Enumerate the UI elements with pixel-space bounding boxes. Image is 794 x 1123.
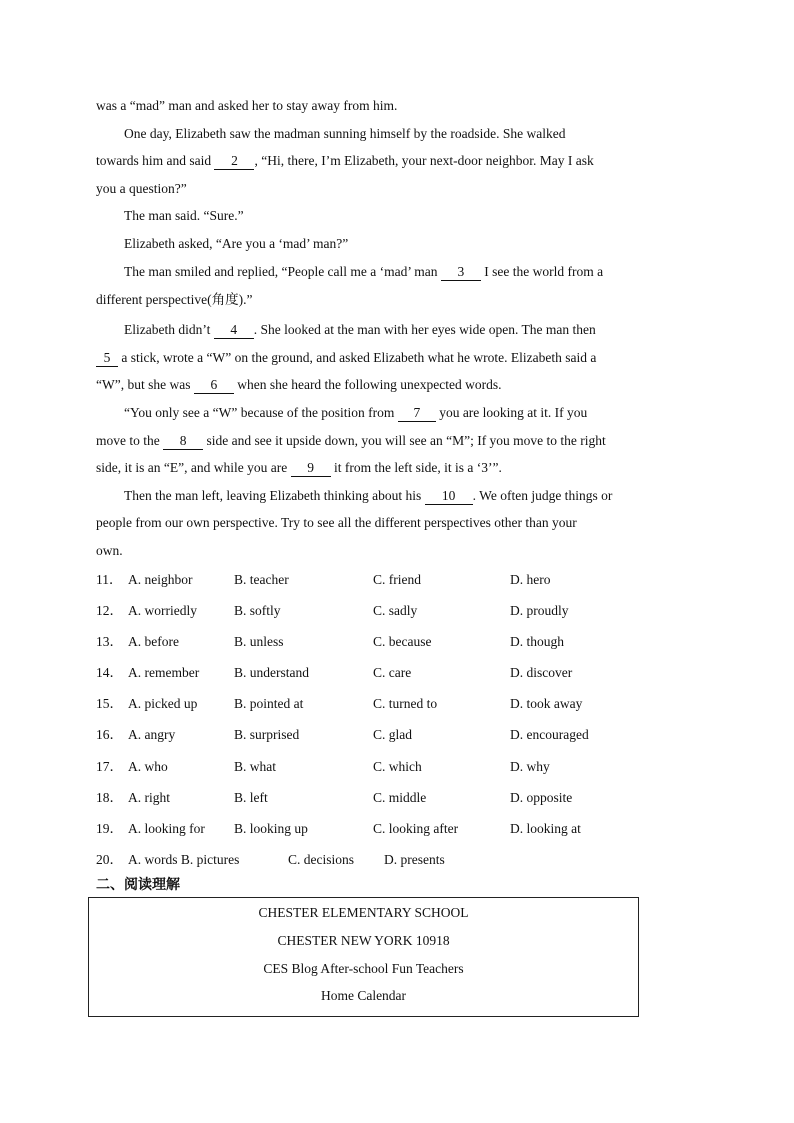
option-a: A. neighbor bbox=[128, 572, 193, 587]
question-number: 17． bbox=[96, 759, 123, 774]
option-a: A. right bbox=[128, 790, 170, 805]
text-run: “You only see a “W” because of the position from bbox=[124, 405, 398, 420]
school-name: CHESTER ELEMENTARY SCHOOL bbox=[258, 905, 469, 920]
question-number: 19． bbox=[96, 821, 123, 836]
option-c: C. which bbox=[373, 759, 422, 774]
text-run: move to the bbox=[96, 433, 164, 448]
question-number: 11． bbox=[96, 572, 123, 587]
option-c: C. decisions bbox=[288, 852, 354, 867]
option-ab: A. words B. pictures bbox=[128, 852, 240, 867]
option-b: B. what bbox=[234, 759, 276, 774]
passage-line-16: people from our own perspective. Try to see all the different perspectives other than your bbox=[96, 515, 577, 530]
option-b: B. unless bbox=[234, 634, 284, 649]
option-c: C. care bbox=[373, 665, 412, 680]
blank-7: 7 bbox=[398, 405, 436, 422]
text-run: a stick, wrote a “W” on the ground, and asked Elizabeth what he wrote. Elizabeth said a bbox=[118, 350, 597, 365]
question-number: 15． bbox=[96, 696, 123, 711]
option-b: B. teacher bbox=[234, 572, 289, 587]
option-d: D. presents bbox=[384, 852, 445, 867]
option-c: C. turned to bbox=[373, 696, 438, 711]
option-b: B. pointed at bbox=[234, 696, 304, 711]
passage-line-5: The man said. “Sure.” bbox=[124, 208, 244, 223]
text-run: I see the world from a bbox=[480, 264, 604, 279]
text-run: . We often judge things or bbox=[472, 488, 613, 503]
section-heading: 二、阅读理解 bbox=[96, 877, 180, 893]
option-a: A. looking for bbox=[128, 821, 205, 836]
option-c: C. because bbox=[373, 634, 432, 649]
blank-8: 8 bbox=[163, 433, 203, 450]
passage-line-2: One day, Elizabeth saw the madman sunning himself by the roadside. She walked bbox=[124, 126, 566, 141]
option-d: D. why bbox=[510, 759, 550, 774]
option-b: B. left bbox=[234, 790, 268, 805]
option-d: D. opposite bbox=[510, 790, 573, 805]
question-number: 20． bbox=[96, 852, 123, 867]
option-a: A. before bbox=[128, 634, 179, 649]
text-run: , “Hi, there, I’m Elizabeth, your next-door neighbor. May I ask bbox=[254, 153, 594, 168]
passage-line-4: you a question?” bbox=[96, 181, 187, 196]
question-number: 14． bbox=[96, 665, 123, 680]
text-run: towards him and said bbox=[96, 153, 215, 168]
text-run: Then the man left, leaving Elizabeth thinking about his bbox=[124, 488, 425, 503]
blank-9: 9 bbox=[291, 460, 331, 477]
option-d: D. took away bbox=[510, 696, 583, 711]
passage-line-6: Elizabeth asked, “Are you a ‘mad’ man?” bbox=[124, 236, 349, 251]
text-run: you are looking at it. If you bbox=[435, 405, 588, 420]
question-number: 12． bbox=[96, 603, 123, 618]
school-header-box bbox=[88, 897, 639, 1017]
question-number: 16． bbox=[96, 727, 123, 742]
text-run: side and see it upside down, you will see an “M”; If you move to the right bbox=[203, 433, 606, 448]
text-run: side, it is an “E”, and while you are bbox=[96, 460, 291, 475]
option-c: C. looking after bbox=[373, 821, 459, 836]
passage-line-17: own. bbox=[96, 543, 123, 558]
passage-line-3 bbox=[96, 152, 696, 170]
blank-10: 10 bbox=[425, 488, 473, 505]
passage-line-8: different perspective(角度).” bbox=[96, 292, 253, 307]
option-c: C. friend bbox=[373, 572, 421, 587]
passage-line-10 bbox=[96, 349, 696, 367]
blank-6: 6 bbox=[194, 377, 234, 394]
text-run: “W”, but she was bbox=[96, 377, 194, 392]
option-b: B. surprised bbox=[234, 727, 300, 742]
option-d: D. hero bbox=[510, 572, 551, 587]
option-d: D. encouraged bbox=[510, 727, 589, 742]
school-address: CHESTER NEW YORK 10918 bbox=[277, 933, 450, 948]
option-a: A. picked up bbox=[128, 696, 198, 711]
text-run: when she heard the following unexpected words. bbox=[233, 377, 502, 392]
option-d: D. though bbox=[510, 634, 564, 649]
option-a: A. who bbox=[128, 759, 168, 774]
option-a: A. angry bbox=[128, 727, 176, 742]
option-b: B. softly bbox=[234, 603, 281, 618]
option-b: B. looking up bbox=[234, 821, 308, 836]
blank-2: 2 bbox=[214, 153, 254, 170]
option-d: D. proudly bbox=[510, 603, 569, 618]
option-d: D. discover bbox=[510, 665, 573, 680]
passage-line-11 bbox=[96, 376, 696, 394]
blank-3: 3 bbox=[441, 264, 481, 281]
passage-line-1: was a “mad” man and asked her to stay away from him. bbox=[96, 98, 398, 113]
passage-line-9 bbox=[124, 321, 724, 339]
option-d: D. looking at bbox=[510, 821, 581, 836]
option-a: A. worriedly bbox=[128, 603, 197, 618]
question-number: 13． bbox=[96, 634, 123, 649]
passage-line-13 bbox=[96, 432, 696, 450]
text-run: Elizabeth didn’t bbox=[124, 322, 214, 337]
passage-line-7 bbox=[124, 263, 724, 281]
blank-5: 5 bbox=[96, 350, 118, 367]
school-nav-links: CES Blog After-school Fun Teachers bbox=[263, 961, 464, 976]
question-number: 18． bbox=[96, 790, 123, 805]
option-c: C. sadly bbox=[373, 603, 418, 618]
school-nav-links-2: Home Calendar bbox=[320, 988, 407, 1003]
passage-line-14 bbox=[96, 459, 696, 477]
option-a: A. remember bbox=[128, 665, 200, 680]
option-c: C. glad bbox=[373, 727, 412, 742]
blank-4: 4 bbox=[214, 322, 254, 339]
passage-line-15 bbox=[124, 487, 724, 505]
text-run: The man smiled and replied, “People call me a ‘mad’ man bbox=[124, 264, 441, 279]
option-b: B. understand bbox=[234, 665, 309, 680]
passage-line-12 bbox=[124, 404, 724, 422]
text-run: . She looked at the man with her eyes wide open. The man then bbox=[253, 322, 596, 337]
option-c: C. middle bbox=[373, 790, 427, 805]
text-run: it from the left side, it is a ‘3’”. bbox=[330, 460, 502, 475]
